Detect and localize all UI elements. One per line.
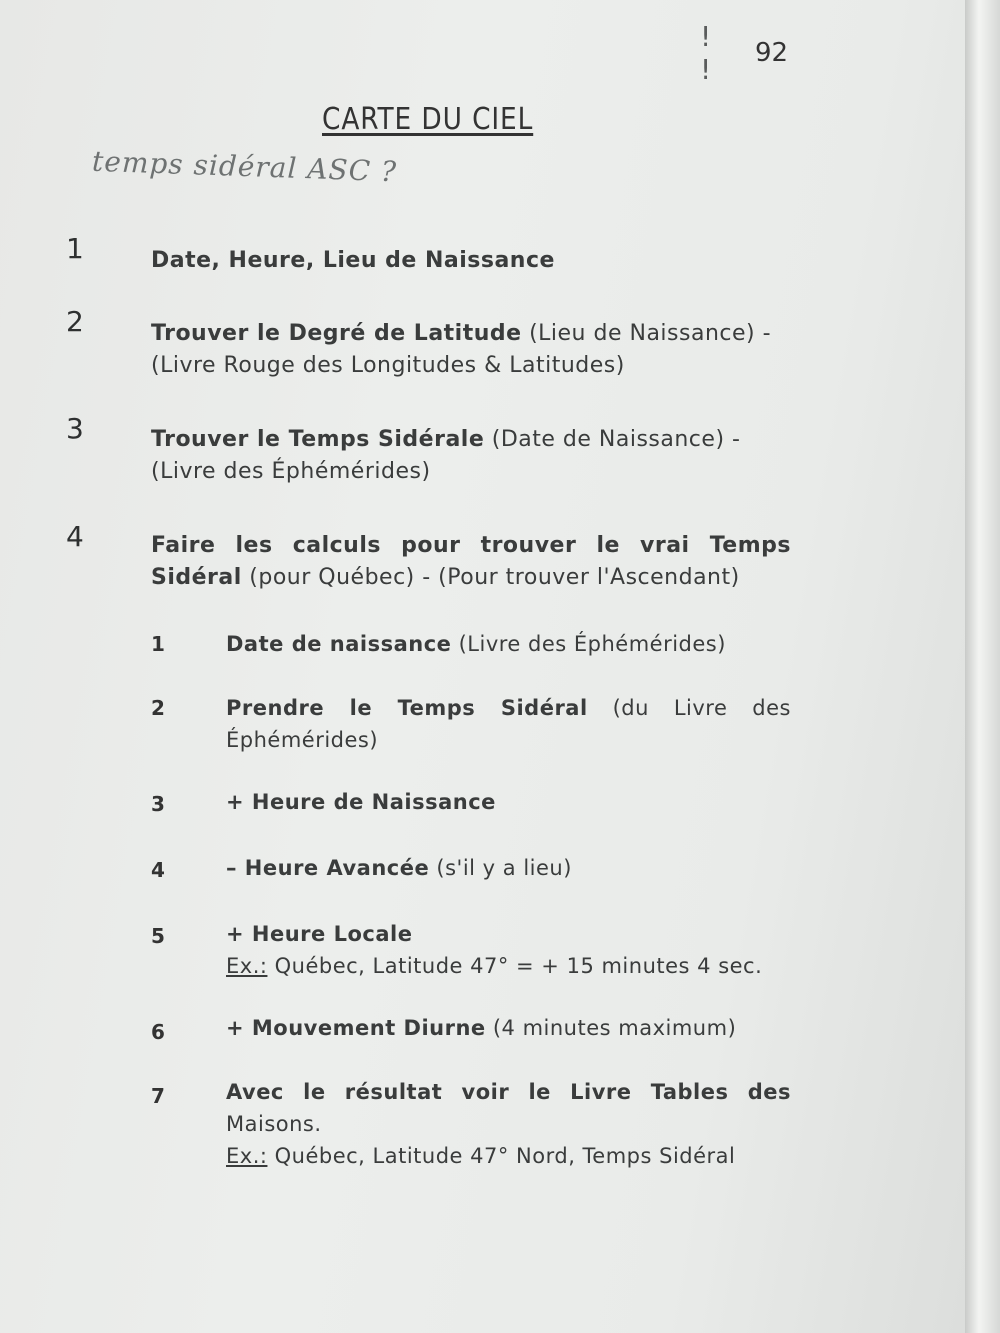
sub-item-rest: (du Livre des xyxy=(587,696,791,720)
sub-item-line: Maisons. xyxy=(226,1112,322,1136)
sub-item-line: + Heure de Naissance xyxy=(226,790,496,814)
page-number: 92 xyxy=(755,38,789,68)
handwritten-note: temps sidéral ASC ? xyxy=(91,144,398,189)
item-number: 4 xyxy=(66,520,84,553)
item-line: (Livre Rouge des Longitudes & Latitudes) xyxy=(151,353,625,378)
page-title: CARTE DU CIEL xyxy=(322,102,534,137)
item-rest: (pour Québec) - (Pour trouver l'Ascendant) xyxy=(241,565,740,590)
sub-item-number: 6 xyxy=(151,1020,165,1044)
item-line: Date, Heure, Lieu de Naissance xyxy=(151,248,555,273)
page-edge xyxy=(965,0,1000,1333)
sub-item-main: Date de naissance xyxy=(226,632,452,656)
item-text xyxy=(151,245,791,277)
sub-item-text xyxy=(226,628,791,660)
sub-item-main: + Mouvement Diurne xyxy=(226,1016,486,1040)
sub-item-text xyxy=(226,1076,791,1172)
sub-item-text xyxy=(226,1012,791,1044)
item-line: (Livre des Éphémérides) xyxy=(151,459,431,484)
sub-item-line: Éphémérides) xyxy=(226,728,379,752)
sub-item-number: 5 xyxy=(151,924,165,948)
sub-item-text xyxy=(226,692,791,756)
sub-item-text xyxy=(226,786,791,818)
item-main: Trouver le Temps Sidérale xyxy=(151,427,485,452)
sub-item-line: Avec le résultat voir le Livre Tables des xyxy=(226,1080,791,1104)
sub-item-number: 4 xyxy=(151,858,165,882)
sub-item-text xyxy=(226,852,791,884)
item-main: Sidéral xyxy=(151,565,242,590)
sub-item-number: 2 xyxy=(151,696,165,720)
sub-item-rest: (s'il y a lieu) xyxy=(429,856,572,880)
item-main: Trouver le Degré de Latitude xyxy=(151,321,522,346)
item-text xyxy=(151,318,791,382)
sub-item-main: Prendre le Temps Sidéral xyxy=(226,696,588,720)
sub-item-number: 1 xyxy=(151,632,165,656)
sub-item-rest: (4 minutes maximum) xyxy=(485,1016,737,1040)
sub-item-line: + Heure Locale xyxy=(226,922,413,946)
sub-item-number: 7 xyxy=(151,1084,165,1108)
sub-item-rest: (Livre des Éphémérides) xyxy=(451,632,726,656)
margin-mark: ! ! xyxy=(700,20,716,86)
sub-item-number: 3 xyxy=(151,792,165,816)
item-rest: (Date de Naissance) - xyxy=(484,427,741,452)
sub-item-text xyxy=(226,918,791,982)
item-text xyxy=(151,424,791,488)
example-text: Québec, Latitude 47° Nord, Temps Sidéral xyxy=(267,1144,736,1168)
item-number: 3 xyxy=(66,412,84,445)
item-line: Faire les calculs pour trouver le vrai Temps xyxy=(151,533,791,558)
sub-item-main: – Heure Avancée xyxy=(226,856,430,880)
item-number: 2 xyxy=(66,305,84,338)
example-text: Québec, Latitude 47° = + 15 minutes 4 sec. xyxy=(267,954,763,978)
example-label: Ex.: xyxy=(226,954,268,978)
item-number: 1 xyxy=(66,232,84,265)
item-rest: (Lieu de Naissance) - xyxy=(521,321,772,346)
example-label: Ex.: xyxy=(226,1144,268,1168)
item-text xyxy=(151,530,791,594)
